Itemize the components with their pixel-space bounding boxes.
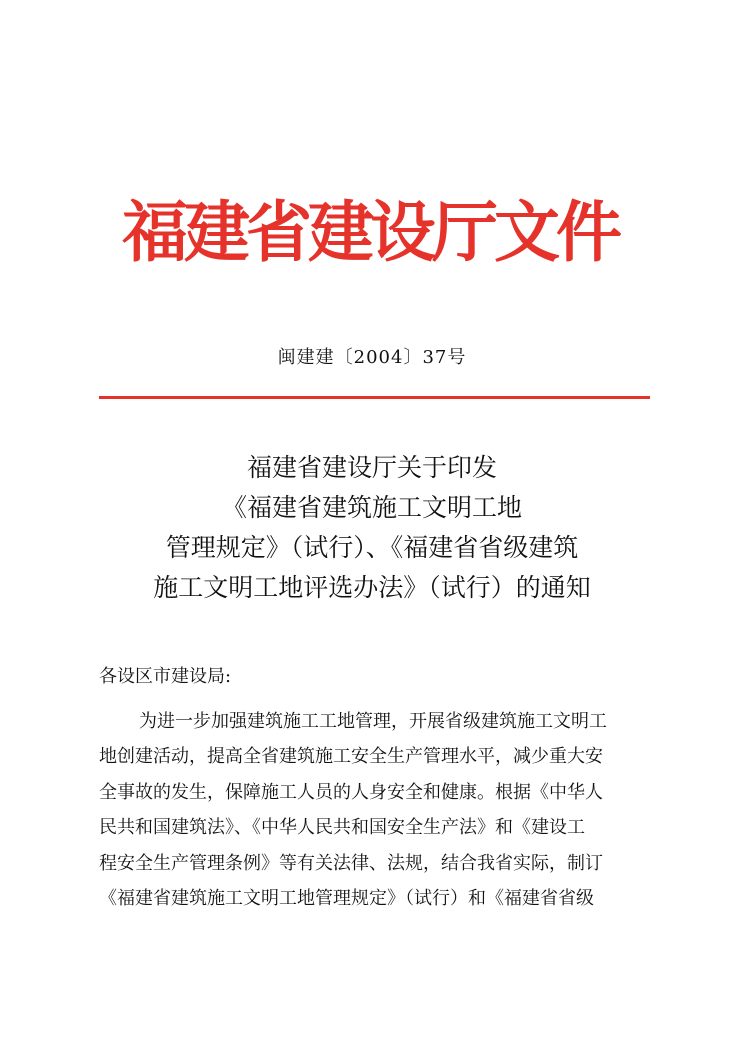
body-line: 全事故的发生，保障施工人员的人身安全和健康。根据《中华人 <box>99 781 603 803</box>
notice-title-line: 《福建省建筑施工文明工地 <box>221 493 522 522</box>
notice-title <box>90 448 654 608</box>
body-line: 《福建省建筑施工文明工地管理规定》（试行）和《福建省省级 <box>99 888 594 910</box>
body-text <box>99 704 659 916</box>
header-divider <box>99 396 650 399</box>
body-line: 为进一步加强建筑施工工地管理，开展省级建筑施工文明工 <box>139 711 607 732</box>
notice-title-line: 施工文明工地评选办法》（试行）的通知 <box>153 573 591 602</box>
document-number: 闽建建〔2004〕37号 <box>277 347 467 368</box>
salutation: 各设区市建设局: <box>99 666 232 687</box>
document-header-title: 福建省建设厅文件 <box>122 193 618 271</box>
body-line: 程安全生产管理条例》等有关法律、法规，结合我省实际，制订 <box>99 852 603 874</box>
body-line: 民共和国建筑法》、《中华人民共和国安全生产法》和《建设工 <box>99 817 585 839</box>
notice-title-line: 管理规定》（试行）、《福建省省级建筑 <box>165 533 579 562</box>
body-line: 地创建活动，提高全省建筑施工安全生产管理水平，减少重大安 <box>99 746 603 768</box>
notice-title-line: 福建省建设厅关于印发 <box>246 453 497 482</box>
